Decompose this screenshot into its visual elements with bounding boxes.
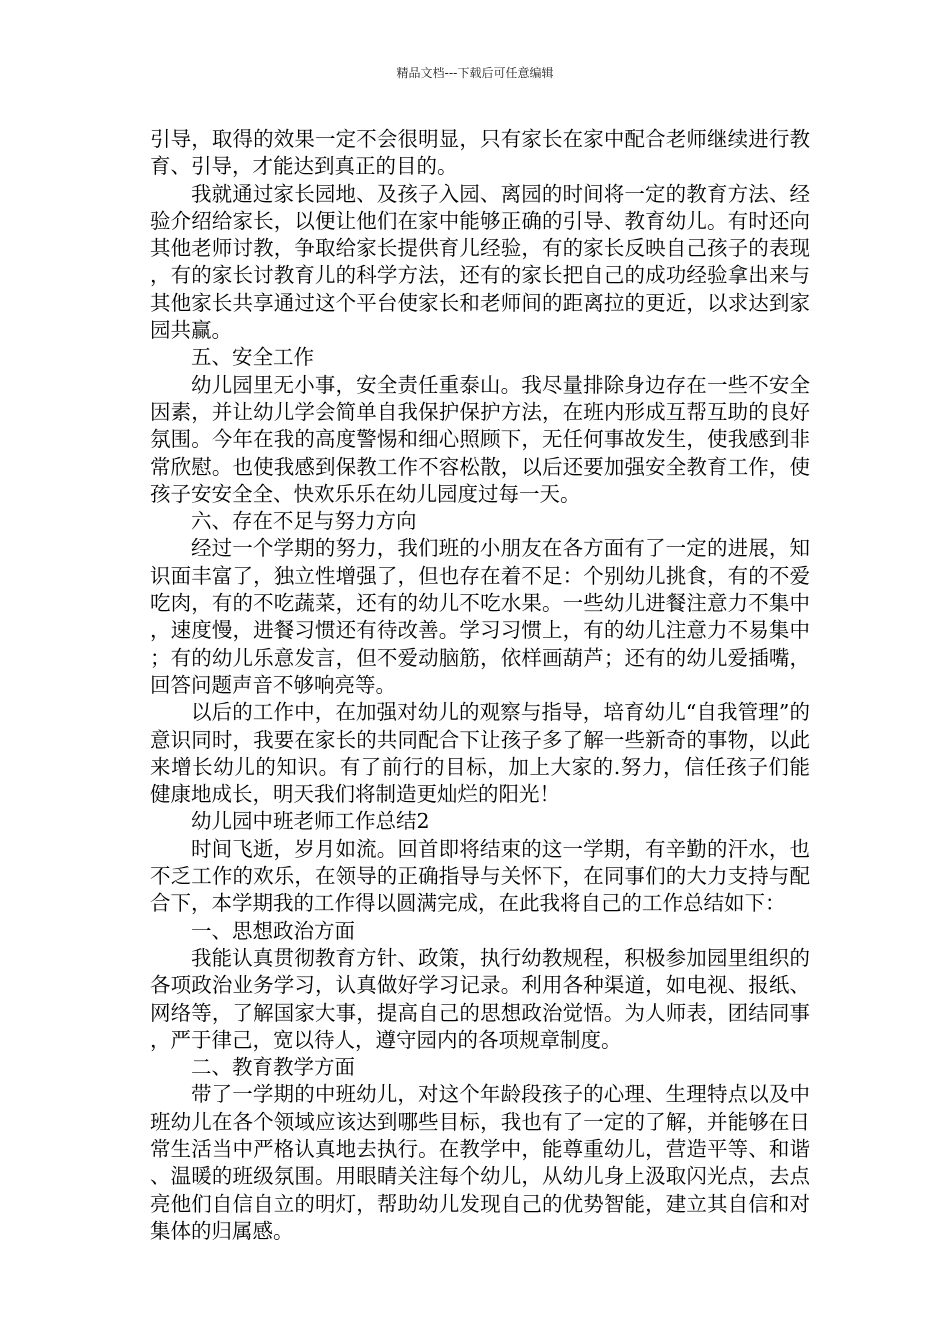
paragraph-shortcomings: 经过一个学期的努力，我们班的小朋友在各方面有了一定的进展，知识面丰富了，独立性增强了，但也存在着不足：个别幼儿挑食，有的不爱吃肉，有的不吃蔬菜，还有的幼儿不吃水果。一些幼儿进餐注意力不集中，速度慢，进餐习惯还有待改善。学习习惯上，有的幼儿注意力不易集中；有的幼儿乐意发言，但不爱动脑筋，依样画葫芦；还有的幼儿爱插嘴，回答问题声音不够响亮等。: [150, 536, 810, 697]
page-header: 精品文档---下载后可任意编辑: [396, 66, 554, 80]
paragraph-future-work: 以后的工作中，在加强对幼儿的观察与指导，培育幼儿“自我管理”的意识同时，我要在家长的共同配合下让孩子多了解一些新奇的事物，以此来增长幼儿的知识。有了前行的目标，加上大家的.努力，信任孩子们能健康地成长，明天我们将制造更灿烂的阳光！: [150, 700, 810, 807]
paragraph-intro: 时间飞逝，岁月如流。回首即将结束的这一学期，有辛勤的汗水，也不乏工作的欢乐，在领导的正确指导与关怀下，在同事们的大力支持与配合下，本学期我的工作得以圆满完成，在此我将自己的工作总结如下：: [150, 836, 810, 916]
section-heading-safety: 五、安全工作: [191, 345, 314, 370]
document-body: [150, 126, 810, 1245]
paragraph-safety: 幼儿园里无小事，安全责任重泰山。我尽量排除身边存在一些不安全因素，并让幼儿学会简单自我保护保护方法，在班内形成互帮互助的良好氛围。今年在我的高度警惕和细心照顾下，无任何事故发生，使我感到非常欣慰。也使我感到保教工作不容松散，以后还要加强安全教育工作，使孩子安安全全、快欢乐乐在幼儿园度过每一天。: [150, 372, 810, 506]
document-subtitle: 幼儿园中班老师工作总结2: [191, 809, 430, 834]
paragraph-parent-communication: 我就通过家长园地、及孩子入园、离园的时间将一定的教育方法、经验介绍给家长，以便让他们在家中能够正确的引导、教育幼儿。有时还向其他老师讨教，争取给家长提供育儿经验，有的家长反映自己孩子的表现，有的家长讨教育儿的科学方法，还有的家长把自己的成功经验拿出来与其他家长共享通过这个平台使家长和老师间的距离拉的更近，以求达到家园共赢。: [150, 181, 810, 343]
paragraph-continuation: 引导，取得的效果一定不会很明显，只有家长在家中配合老师继续进行教育、引导，才能达到真正的目的。: [150, 127, 810, 179]
section-heading-teaching: 二、教育教学方面: [191, 1055, 355, 1080]
paragraph-politics: 我能认真贯彻教育方针、政策，执行幼教规程，积极参加园里组织的各项政治业务学习，认真做好学习记录。利用各种渠道，如电视、报纸、网络等，了解国家大事，提高自己的思想政治觉悟。为人师表，团结同事，严于律己，宽以待人，遵守园内的各项规章制度。: [150, 945, 810, 1052]
section-heading-politics: 一、思想政治方面: [191, 918, 355, 943]
section-heading-shortcomings: 六、存在不足与努力方向: [191, 509, 417, 534]
paragraph-teaching: 带了一学期的中班幼儿，对这个年龄段孩子的心理、生理特点以及中班幼儿在各个领域应该达到哪些目标，我也有了一定的了解，并能够在日常生活当中严格认真地去执行。在教学中，能尊重幼儿，营造平等、和谐、温暖的班级氛围。用眼睛关注每个幼儿，从幼儿身上汲取闪光点，去点亮他们自信自立的明灯，帮助幼儿发现自己的优势智能，建立其自信和对集体的归属感。: [150, 1082, 810, 1243]
